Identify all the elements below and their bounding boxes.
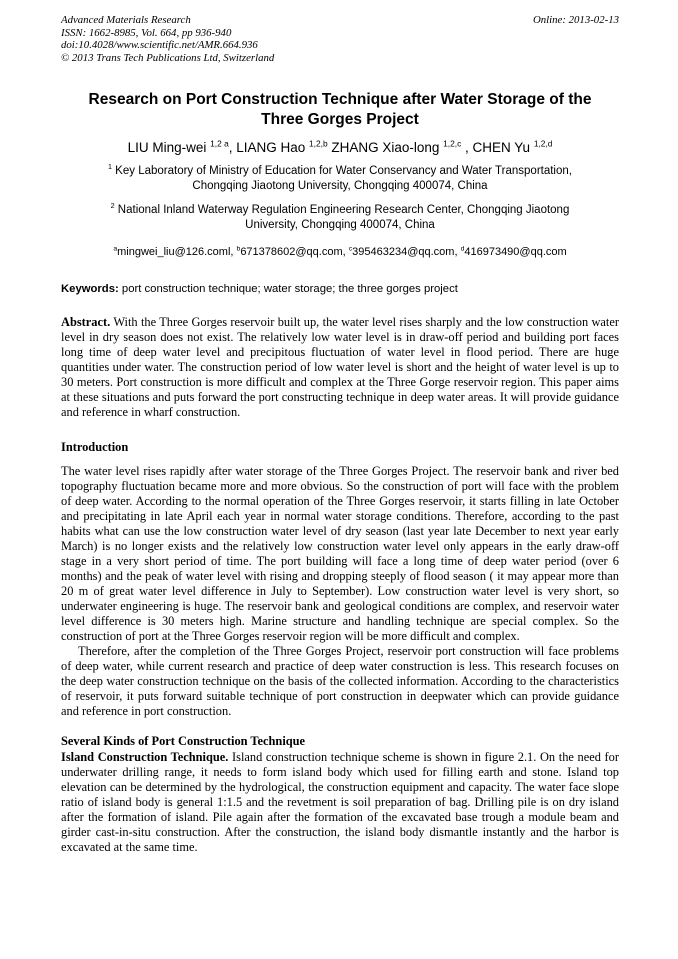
journal-doi-line: doi:10.4028/www.scientific.net/AMR.664.936 bbox=[61, 39, 258, 52]
keywords-line bbox=[61, 283, 619, 295]
journal-info bbox=[61, 14, 274, 65]
techniques-section-heading: Several Kinds of Port Construction Technique bbox=[61, 734, 306, 749]
affiliation-1: $^1$ Key Laboratory of Ministry of Education for Water Conservancy and Water Transportation, Chongqing Jiaotong University, Chongqing 400074, China bbox=[108, 162, 572, 192]
island-technique-label: Island Construction Technique. bbox=[61, 750, 229, 765]
journal-copyright-line: © 2013 Trans Tech Publications Ltd, Switzerland bbox=[61, 52, 275, 65]
paper-title: Research on Port Construction Technique after Water Storage of the Three Gorges Project bbox=[88, 90, 592, 128]
journal-name: Advanced Materials Research bbox=[61, 14, 191, 26]
island-technique-paragraph bbox=[61, 750, 619, 855]
online-date: Online: 2013-02-13 bbox=[532, 14, 619, 26]
keywords-label: Keywords: bbox=[61, 283, 119, 296]
author-line: LIU Ming-wei $^{1,2 a}$, LIANG Hao $^{1,2,b}$ ZHANG Xiao-long $^{1,2,c}$ , CHEN Yu $^{1,2,d}$ bbox=[127, 138, 553, 155]
introduction-paragraph-1: The water level rises rapidly after water storage of the Three Gorges Project. The reservoir bank and river bed topography fluctuation became more and more obvious. So the construction of port will face with the problem of deep water. According to the normal operation of the Three Gorges reservoir, it starts filling in late October and precipitating in late April each year in normal water storage conditions. Therefore, according to the past habits what can use the low construction water level of dry season (last year late December to next year early March) is no longer exists and the relatively low construction water level only appears in the early draw-off stage in a very short period of time. The port building will face a long time of deep water period (over 6 months) and the peak of water level with rising and dropping steeply of flood season ( it may appear more than 20 m of great water level difference in July to September). Low construction water level is very short, so underwater engineering is huge. The reservoir bank and geological conditions are complex, and reservoir water level difference is 30 meters high. Marine structure and handling technique are special complex. So the construction of port at the Three Gorges reservoir region will be more difficult and complex. bbox=[61, 464, 619, 644]
keywords-text: port construction technique; water storage; the three gorges project bbox=[121, 283, 458, 296]
author-emails: $^a$mingwei_liu@126.coml, $^b$671378602@qq.com, $^c$395463234@qq.com, $^d$416973490@qq.com bbox=[113, 245, 567, 259]
island-technique-text: Island construction technique scheme is shown in figure 2.1. On the need for underwater drilling range, it needs to form island body which used for filling earth and stone. Island top elevation can be determined by the hydrological, the construction equipment and capacity. The water face slope ratio of island body is general 1:1.5 and the revetment is soil preparation of bag. Drilling pile is on dry island after the formation of island. Pile again after the formation of the excavated base trough a module beam and girder cast-in-situ construction. After the construction, the island body dismantle instantly and the harbor is excavated at the same time. bbox=[61, 750, 619, 855]
abstract-text: With the Three Gorges reservoir built up, the water level rises sharply and the low construction water level in dry season does not exist. The relatively low water level is in draw-off period and building port faces long time of deep water level and precipitous fluctuation of water level in flood period. There are huge quantities under water. The construction period of low water level is short and the height of water level is up to 30 meters. Port construction is more difficult and complex at the Three Gorge reservoir region. This paper aims at these situations and puts forward the port constructing technique in deep water areas. It will provide guidance and reference in wharf construction. bbox=[61, 315, 620, 420]
journal-issn-line: ISSN: 1662-8985, Vol. 664, pp 936-940 bbox=[61, 26, 232, 39]
affiliation-2: $^2$ National Inland Waterway Regulation Engineering Research Center, Chongqing Jiaotong University, Chongqing 400074, China bbox=[110, 202, 570, 232]
introduction-paragraph-2: Therefore, after the completion of the Three Gorges Project, reservoir port construction will face problems of deep water, while current research and practice of deep water construction is less. This research focuses on the deep water construction technique on the basis of the collected information. According to the characteristics of reservoir, it puts forward suitable technique of port construction in deepwater which can provide guidance and reference in port construction. bbox=[61, 644, 619, 719]
introduction-heading: Introduction bbox=[61, 440, 129, 455]
journal-header bbox=[61, 14, 619, 65]
abstract-paragraph bbox=[61, 315, 619, 420]
abstract-label: Abstract. bbox=[61, 315, 111, 330]
